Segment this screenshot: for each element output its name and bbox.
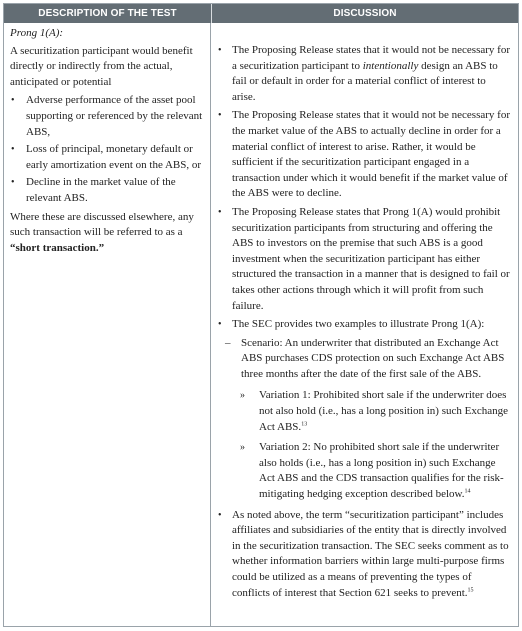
scenario-item: – Scenario: An underwriter that distributed an Exchange Act ABS purchases CDS protection on such Exchange Act ABS three months after the date of the first sale of the ABS.	[225, 336, 505, 380]
bullet-marker: •	[11, 95, 15, 107]
discussion-cell	[211, 23, 518, 626]
list-item: • The Proposing Release states that it would not be necessary for the market value of the ABS to actually decline in order for a material conflict of interest to arise. Rather, it would be sufficient if the securitization participant engaged in a transaction under which it would benefit if the market value of the ABS were to decline.	[218, 109, 510, 200]
bullet-marker: •	[218, 319, 222, 331]
description-intro: A securitization participant would benefit directly or indirectly from the actual, anticipated or potential	[10, 44, 193, 88]
description-cell	[4, 23, 211, 626]
discussion-table	[3, 3, 519, 627]
list-item: • As noted above, the term “securitization participant” includes affiliates and subsidiaries of the entity that is directly involved in the securitization transaction. The SEC seeks comment as to whether information barriers within large multi-purpose firms could be utilized as a means of preventing the types of conflicts of interest that Section 621 seeks to prevent.$^{15}$	[218, 508, 509, 599]
short-transaction-term: “short transaction.”	[10, 241, 105, 254]
bullet-marker: •	[11, 144, 15, 156]
description-closing: Where these are discussed elsewhere, any such transaction will be referred to as a “short transaction.”	[10, 210, 194, 254]
chevron-marker: »	[240, 390, 245, 402]
dash-marker: –	[225, 336, 231, 349]
description-bullets	[10, 93, 204, 206]
list-item: • The Proposing Release states that Prong 1(A) would prohibit securitization participants from structuring and offering the ABS to investors on the premise that such ABS is a good investment when the securitization participant has either structured the transaction in a manner that is designed to fail or takes other actions through which it will profit from such failure.	[218, 205, 510, 312]
bullet-marker: •	[218, 45, 222, 56]
footnote-ref: 13	[301, 421, 308, 427]
bullet-marker: •	[218, 206, 222, 218]
footnote-ref: 14	[464, 488, 471, 495]
bullet-marker: •	[11, 177, 15, 189]
chevron-marker: »	[240, 442, 245, 454]
header-discussion: DISCUSSION	[333, 7, 397, 19]
variation-item: » Variation 1: Prohibited short sale if the underwriter does not also hold (i.e., has a long position in) such Exchange Act ABS.$^{13}$	[240, 389, 508, 433]
table-body	[4, 23, 518, 626]
list-item: • The Proposing Release states that it would not be necessary for a securitization participant to intentionally design an ABS to fail or default in order for a material conflict of interest to arise.	[218, 44, 510, 103]
list-item: • Adverse performance of the asset pool supporting or referenced by the relevant ABS,	[11, 94, 203, 138]
bullet-marker: •	[218, 509, 222, 521]
variation-item: » Variation 2: No prohibited short sale if the underwriter also holds (i.e., has a long position in) such Exchange Act ABS and the CDS transaction qualifies for the risk-mitigating hedging exception described below.$^{14}$	[240, 441, 504, 501]
header-description: DESCRIPTION OF THE TEST	[4, 4, 212, 23]
table-header	[4, 4, 518, 23]
list-item: • The SEC provides two examples to illustrate Prong 1(A):	[217, 317, 510, 333]
list-item: • Loss of principal, monetary default or early amortization event on the ABS, or	[11, 143, 202, 171]
list-item: • Decline in the market value of the relevant ABS.	[11, 176, 176, 204]
bullet-marker: •	[218, 110, 222, 122]
prong-label: Prong 1(A):	[10, 27, 64, 39]
footnote-ref: 15	[467, 586, 474, 593]
